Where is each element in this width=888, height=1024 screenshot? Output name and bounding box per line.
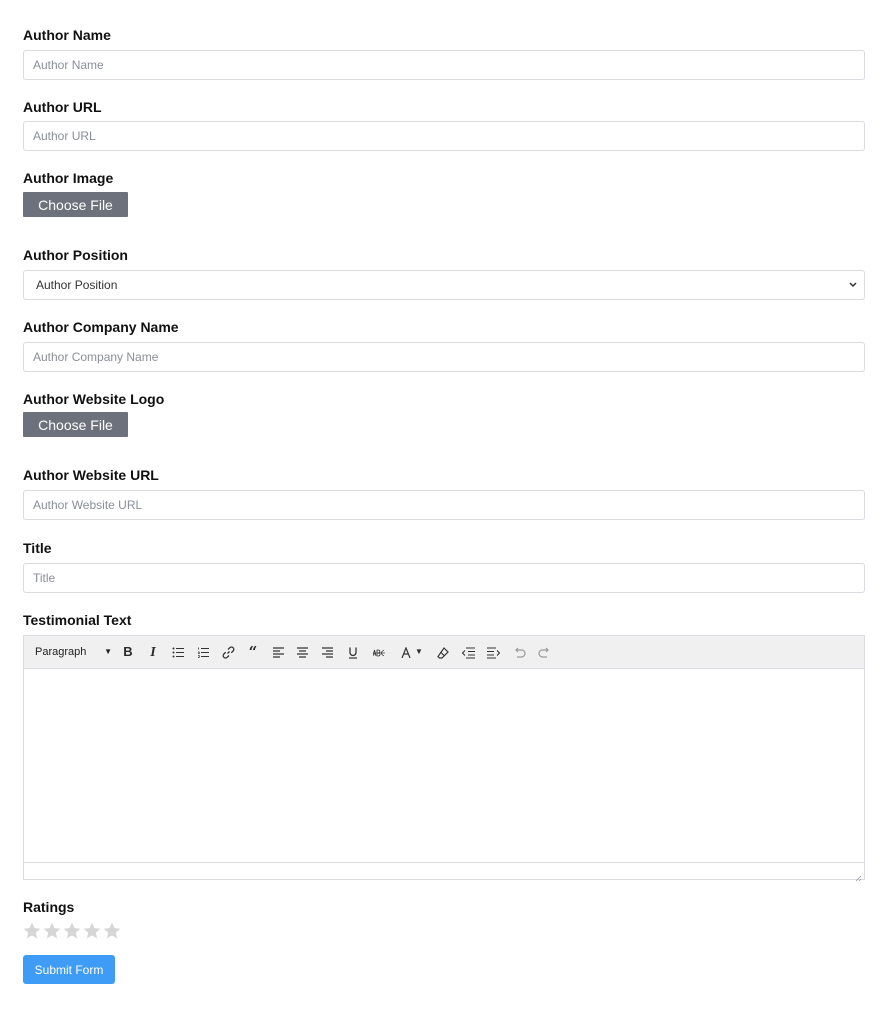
author-name-label: Author Name [23,27,111,43]
link-icon[interactable] [218,642,238,662]
author-image-choose-file-button[interactable]: Choose File [23,192,128,217]
author-logo-label: Author Website Logo [23,391,165,407]
title-input[interactable] [23,563,865,593]
star-icon[interactable] [102,921,122,941]
align-center-icon[interactable] [292,642,312,662]
author-name-input[interactable] [23,50,865,80]
author-website-input[interactable] [23,490,865,520]
text-color-dropdown-icon[interactable]: ▼ [415,647,423,656]
testimonial-editor [23,635,865,880]
editor-content-area[interactable] [24,669,864,863]
title-label: Title [23,540,52,556]
author-url-label: Author URL [23,99,102,115]
editor-toolbar [24,636,864,669]
author-website-label: Author Website URL [23,467,159,483]
star-icon[interactable] [82,921,102,941]
clear-formatting-icon[interactable] [433,642,453,662]
undo-icon[interactable] [509,642,529,662]
italic-icon[interactable]: I [150,645,156,660]
format-select-value: Paragraph [35,646,87,658]
indent-icon[interactable] [483,642,503,662]
blockquote-icon[interactable]: “ [248,643,258,661]
ratings-label: Ratings [23,899,75,915]
submit-form-button[interactable]: Submit Form [23,955,115,984]
star-icon[interactable] [42,921,62,941]
bullet-list-icon[interactable] [168,642,188,662]
format-select[interactable] [28,642,114,662]
testimonial-label: Testimonial Text [23,612,132,628]
outdent-icon[interactable] [458,642,478,662]
bold-icon[interactable]: B [123,644,133,659]
underline-icon[interactable] [343,642,363,662]
caret-down-icon: ▼ [104,647,112,656]
author-position-selected-value: Author Position [36,278,118,292]
align-right-icon[interactable] [317,642,337,662]
star-rating [22,921,122,941]
editor-statusbar [24,862,864,879]
author-logo-choose-file-button[interactable]: Choose File [23,412,128,437]
redo-icon[interactable] [534,642,554,662]
author-company-label: Author Company Name [23,319,179,335]
author-url-input[interactable] [23,121,865,151]
author-image-label: Author Image [23,170,114,186]
author-position-label: Author Position [23,247,128,263]
star-icon[interactable] [62,921,82,941]
resize-handle-icon[interactable] [854,869,862,877]
strikethrough-icon[interactable] [369,642,389,662]
align-left-icon[interactable] [268,642,288,662]
numbered-list-icon[interactable] [193,642,213,662]
author-position-select[interactable] [23,270,865,300]
author-company-input[interactable] [23,342,865,372]
chevron-down-icon [848,271,858,311]
star-icon[interactable] [22,921,42,941]
